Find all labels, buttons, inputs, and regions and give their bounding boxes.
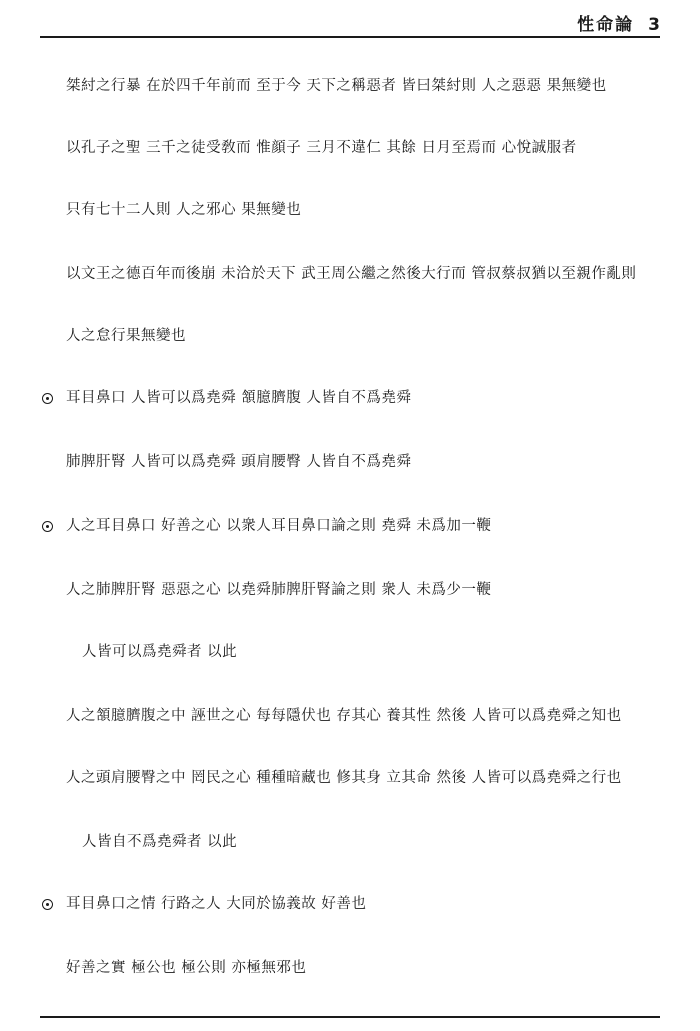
text-line-4: 以文王之德百年而後崩 未洽於天下 武王周公繼之然後大行而 管叔蔡叔猶以至親作亂則	[66, 266, 637, 282]
text-line-6: 耳目鼻口 人皆可以爲堯舜 頷臆臍腹 人皆自不爲堯舜	[66, 390, 412, 406]
text-line-5: 人之怠行果無變也	[66, 328, 186, 344]
text-line-8: 人之耳目鼻口 好善之心 以衆人耳目鼻口論之則 堯舜 未爲加一鞭	[66, 518, 492, 534]
footer-rule	[40, 1016, 660, 1018]
text-line-14: 耳目鼻口之情 行路之人 大同於協義故 好善也	[66, 896, 367, 912]
circle-bullet-icon	[42, 521, 53, 532]
page-header	[40, 0, 660, 38]
text-line-7: 肺脾肝腎 人皆可以爲堯舜 頭肩腰臀 人皆自不爲堯舜	[66, 454, 412, 470]
text-line-10: 人皆可以爲堯舜者 以此	[82, 644, 238, 660]
circle-bullet-icon	[42, 899, 53, 910]
text-line-12: 人之頭肩腰臀之中 罔民之心 種種暗藏也 修其身 立其命 然後 人皆可以爲堯舜之行也	[66, 770, 622, 786]
circle-bullet-icon	[42, 393, 53, 404]
text-line-3: 只有七十二人則 人之邪心 果無變也	[66, 202, 302, 218]
header-title: 性命論	[577, 15, 635, 35]
text-line-15: 好善之實 極公也 極公則 亦極無邪也	[66, 960, 307, 976]
running-header	[577, 10, 660, 35]
text-line-11: 人之頷臆臍腹之中 誣世之心 每每隱伏也 存其心 養其性 然後 人皆可以爲堯舜之知也	[66, 708, 622, 724]
header-rule	[40, 36, 660, 38]
text-line-1: 桀紂之行暴 在於四千年前而 至于今 天下之稱惡者 皆曰桀紂則 人之惡惡 果無變也	[66, 78, 607, 94]
text-line-2: 以孔子之聖 三千之徒受敎而 惟顔子 三月不違仁 其餘 日月至焉而 心悅誠服者	[66, 140, 577, 156]
text-line-13: 人皆自不爲堯舜者 以此	[82, 834, 238, 850]
page-number: 3	[648, 15, 660, 35]
text-line-9: 人之肺脾肝腎 惡惡之心 以堯舜肺脾肝腎論之則 衆人 未爲少一鞭	[66, 582, 492, 598]
